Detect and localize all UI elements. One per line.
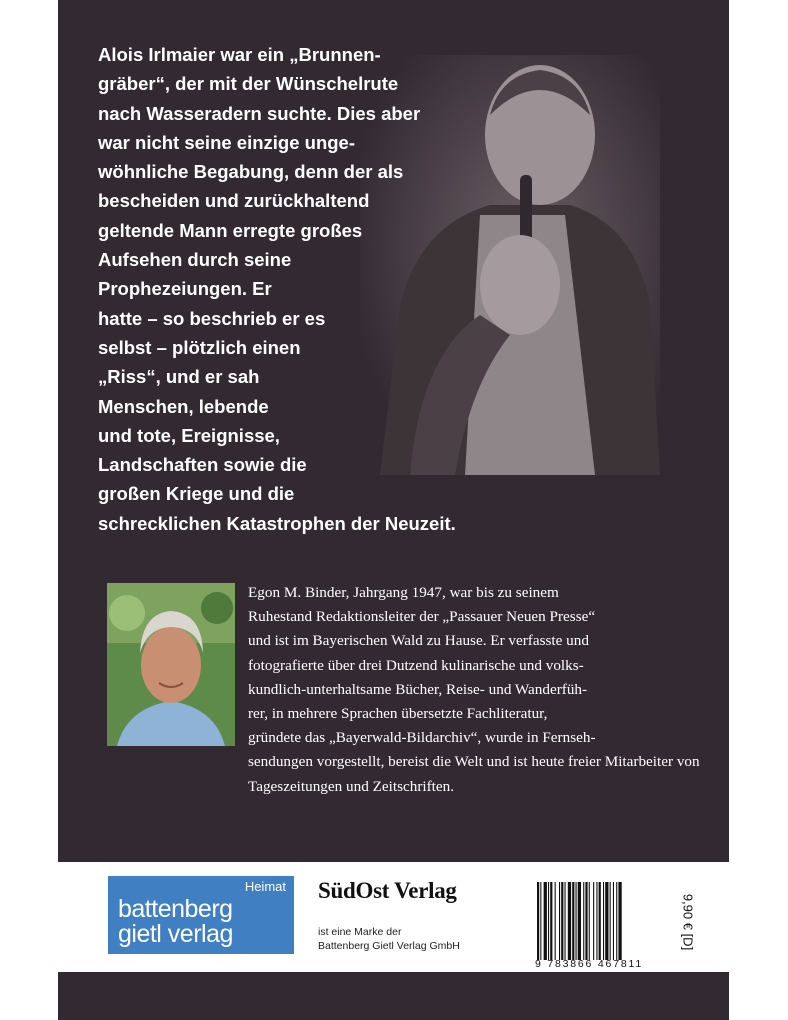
blurb-line: Aufsehen durch seine — [98, 249, 292, 271]
blurb-line: „Riss“, und er sah — [98, 366, 260, 388]
blurb-line: nach Wasseradern suchte. Dies aber — [98, 102, 421, 124]
blurb-line: geltende Mann erregte großes — [98, 219, 363, 241]
logo-heimat-text: Heimat — [244, 879, 286, 894]
author-bio — [248, 581, 718, 799]
publisher-name: SüdOst Verlag — [318, 878, 457, 903]
logo-line-1: battenberg — [118, 895, 233, 923]
publisher-footer — [58, 862, 729, 972]
blurb-line: Menschen, lebende — [98, 395, 269, 417]
price-label — [680, 877, 696, 967]
isbn-barcode — [535, 878, 665, 966]
blurb-line: war nicht seine einzige unge- — [98, 131, 355, 153]
battenberg-logo — [108, 876, 294, 954]
bio-line: Ruhestand Redaktionsleiter der „Passauer Neuen Presse“ — [248, 608, 596, 626]
imprint-note-line-2: Battenberg Gietl Verlag GmbH — [318, 940, 460, 952]
blurb-line: großen Kriege und die — [98, 483, 295, 505]
bio-line: und ist im Bayerischen Wald zu Hause. Er verfasste und — [248, 632, 589, 650]
blurb-line: gräber“, der mit der Wünschelrute — [98, 73, 399, 95]
blurb-line: hatte – so beschrieb er es — [98, 307, 326, 329]
logo-line-2: gietl verlag — [118, 920, 233, 948]
book-blurb — [98, 40, 658, 538]
isbn-number: 9 783866 467811 — [535, 958, 643, 970]
blurb-line: Alois Irlmaier war ein „Brunnen- — [98, 44, 381, 65]
bio-line: Egon M. Binder, Jahrgang 1947, war bis zu seinem — [248, 584, 559, 601]
blurb-line: Prophezeiungen. Er — [98, 278, 272, 300]
price-text: 9,90 € [D] — [680, 893, 696, 951]
blurb-line: wöhnliche Begabung, denn der als — [98, 161, 404, 183]
blurb-line: schrecklichen Katastrophen der Neuzeit. — [98, 512, 456, 534]
bio-line: rer, in mehrere Sprachen übersetzte Fachliteratur, — [248, 705, 548, 723]
blurb-line: Landschaften sowie die — [98, 454, 307, 476]
author-photo — [107, 583, 235, 746]
blurb-line: und tote, Ereignisse, — [98, 424, 280, 446]
imprint-note-line-1: ist eine Marke der — [318, 926, 402, 938]
blurb-line: bescheiden und zurückhaltend — [98, 190, 370, 212]
bio-line: kundlich-unterhaltsame Bücher, Reise- und Wanderfüh- — [248, 680, 588, 698]
bio-line: Tageszeitungen und Zeitschriften. — [248, 777, 455, 795]
blurb-line: selbst – plötzlich einen — [98, 336, 301, 358]
bio-line: sendungen vorgestellt, bereist die Welt und ist heute freier Mitarbeiter von — [248, 753, 700, 771]
bio-line: gründete das „Bayerwald-Bildarchiv“, wurde in Fernseh- — [248, 729, 596, 747]
bio-line: fotografierte über drei Dutzend kulinarische und volks- — [248, 656, 584, 674]
